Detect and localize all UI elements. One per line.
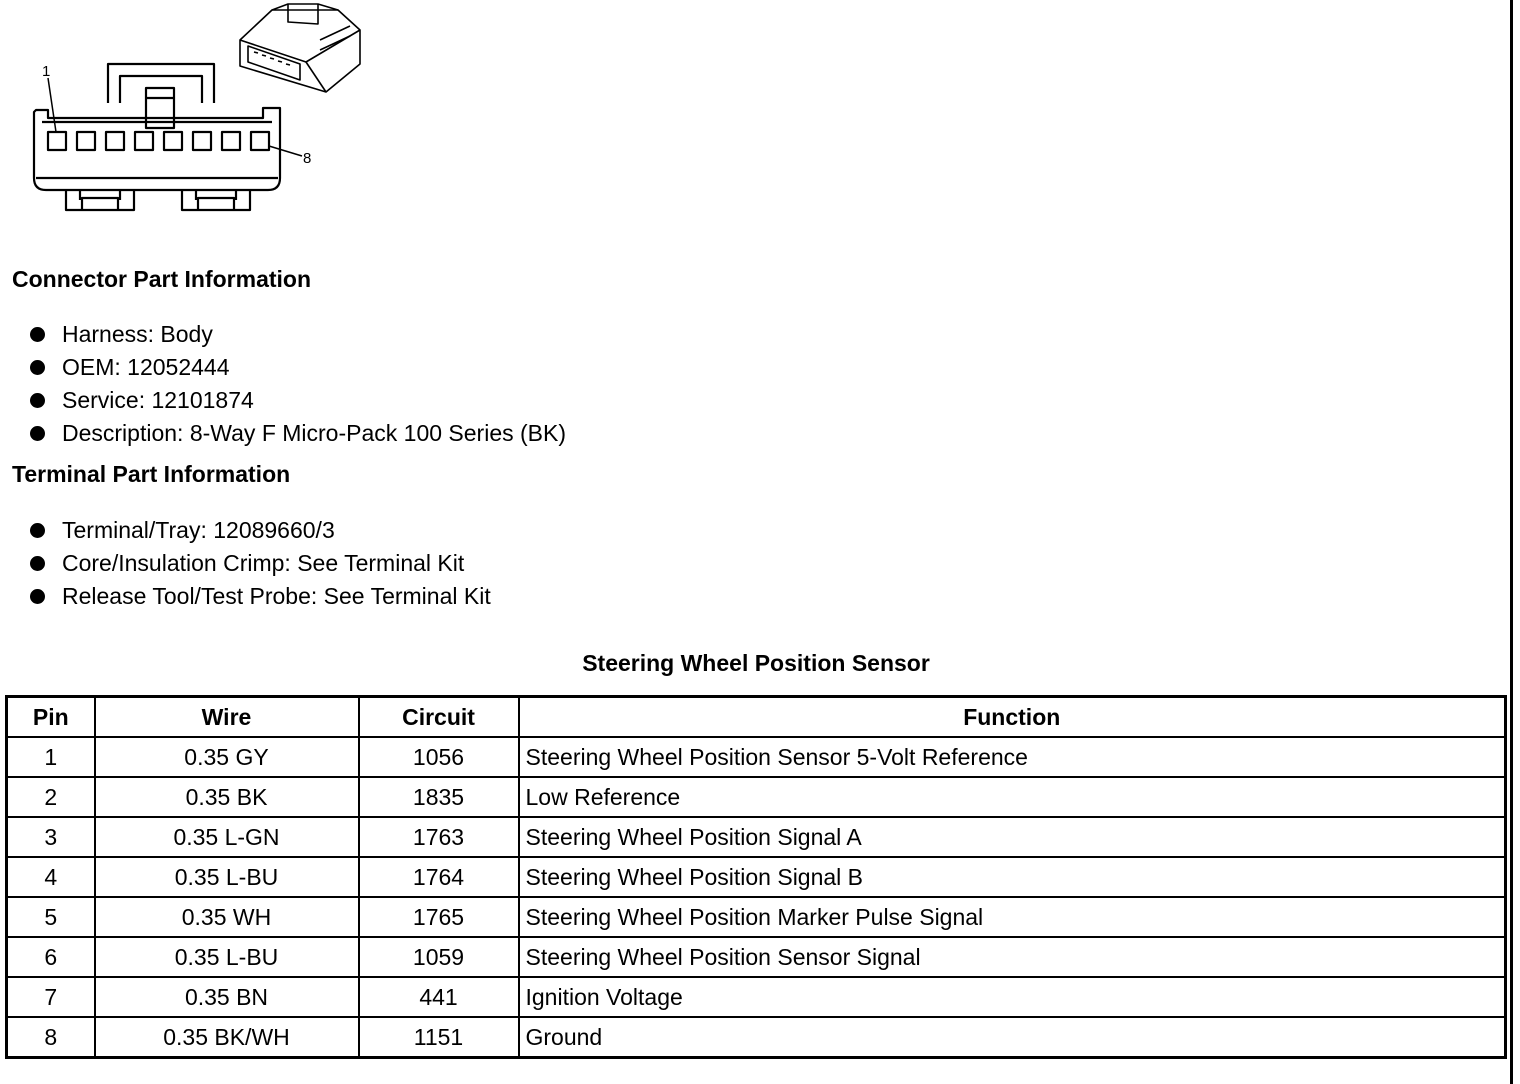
cell-circuit: 441 xyxy=(359,977,519,1017)
cell-pin: 6 xyxy=(7,937,95,977)
bullet-icon xyxy=(30,360,45,375)
bullet-icon xyxy=(30,589,45,604)
terminal-part-info-list xyxy=(28,514,491,613)
cell-pin: 8 xyxy=(7,1017,95,1058)
cell-wire: 0.35 BK/WH xyxy=(95,1017,359,1058)
cell-circuit: 1764 xyxy=(359,857,519,897)
cell-wire: 0.35 WH xyxy=(95,897,359,937)
bullet-icon xyxy=(30,523,45,538)
pin-cavity-8 xyxy=(251,132,269,150)
page-right-border xyxy=(1510,0,1513,1084)
pin-cavity-2 xyxy=(77,132,95,150)
cell-function: Steering Wheel Position Sensor Signal xyxy=(519,937,1506,977)
cell-wire: 0.35 GY xyxy=(95,737,359,777)
cell-pin: 1 xyxy=(7,737,95,777)
cell-wire: 0.35 L-GN xyxy=(95,817,359,857)
cell-function: Steering Wheel Position Sensor 5-Volt Reference xyxy=(519,737,1506,777)
list-item: Release Tool/Test Probe: See Terminal Kit xyxy=(28,580,491,613)
pin-cavity-6 xyxy=(193,132,211,150)
bullet-icon xyxy=(30,426,45,441)
cell-function: Steering Wheel Position Signal B xyxy=(519,857,1506,897)
table-row xyxy=(7,977,1506,1017)
connector-part-info-list xyxy=(28,318,566,450)
bullet-icon xyxy=(30,556,45,571)
cell-circuit: 1151 xyxy=(359,1017,519,1058)
cell-circuit: 1056 xyxy=(359,737,519,777)
pin-cavity-3 xyxy=(106,132,124,150)
cell-function: Steering Wheel Position Signal A xyxy=(519,817,1506,857)
cell-wire: 0.35 BK xyxy=(95,777,359,817)
cell-circuit: 1059 xyxy=(359,937,519,977)
terminal-part-info-heading: Terminal Part Information xyxy=(12,461,291,487)
pinout-table xyxy=(5,695,1507,1059)
cell-pin: 7 xyxy=(7,977,95,1017)
pin-cavity-4 xyxy=(135,132,153,150)
pin-1-label: 1 xyxy=(42,63,51,80)
bullet-icon xyxy=(30,393,45,408)
cell-pin: 3 xyxy=(7,817,95,857)
cell-circuit: 1763 xyxy=(359,817,519,857)
cell-function: Steering Wheel Position Marker Pulse Signal xyxy=(519,897,1506,937)
cell-wire: 0.35 L-BU xyxy=(95,857,359,897)
table-row xyxy=(7,857,1506,897)
cell-function: Low Reference xyxy=(519,777,1506,817)
column-header-circuit: Circuit xyxy=(359,697,519,738)
pin-1-leader xyxy=(48,78,56,132)
pin-cavity-7 xyxy=(222,132,240,150)
cell-wire: 0.35 BN xyxy=(95,977,359,1017)
pin-8-leader xyxy=(269,146,302,156)
column-header-function: Function xyxy=(519,697,1506,738)
column-header-pin: Pin xyxy=(7,697,95,738)
list-item: Core/Insulation Crimp: See Terminal Kit xyxy=(28,547,491,580)
cell-pin: 4 xyxy=(7,857,95,897)
table-row xyxy=(7,937,1506,977)
bullet-icon xyxy=(30,327,45,342)
cell-pin: 5 xyxy=(7,897,95,937)
list-item: Terminal/Tray: 12089660/3 xyxy=(28,514,491,547)
table-row xyxy=(7,1017,1506,1058)
list-item: Harness: Body xyxy=(28,318,566,351)
table-row xyxy=(7,737,1506,777)
list-item: Service: 12101874 xyxy=(28,384,566,417)
cell-circuit: 1765 xyxy=(359,897,519,937)
cell-circuit: 1835 xyxy=(359,777,519,817)
connector-part-info-heading: Connector Part Information xyxy=(12,266,312,292)
table-row xyxy=(7,777,1506,817)
cell-function: Ignition Voltage xyxy=(519,977,1506,1017)
table-row xyxy=(7,897,1506,937)
connector-isometric-view xyxy=(240,4,360,92)
column-header-wire: Wire xyxy=(95,697,359,738)
cell-wire: 0.35 L-BU xyxy=(95,937,359,977)
connector-diagram xyxy=(20,0,380,220)
pin-cavity-1 xyxy=(48,132,66,150)
connector-foot-right xyxy=(182,190,250,210)
pin-cavity-5 xyxy=(164,132,182,150)
table-title: Steering Wheel Position Sensor xyxy=(582,650,930,676)
list-item: OEM: 12052444 xyxy=(28,351,566,384)
cell-function: Ground xyxy=(519,1017,1506,1058)
table-header-row xyxy=(7,697,1506,738)
list-item: Description: 8-Way F Micro-Pack 100 Series (BK) xyxy=(28,417,566,450)
table-row xyxy=(7,817,1506,857)
pin-8-label: 8 xyxy=(303,150,312,167)
connector-foot-left xyxy=(66,190,134,210)
cell-pin: 2 xyxy=(7,777,95,817)
